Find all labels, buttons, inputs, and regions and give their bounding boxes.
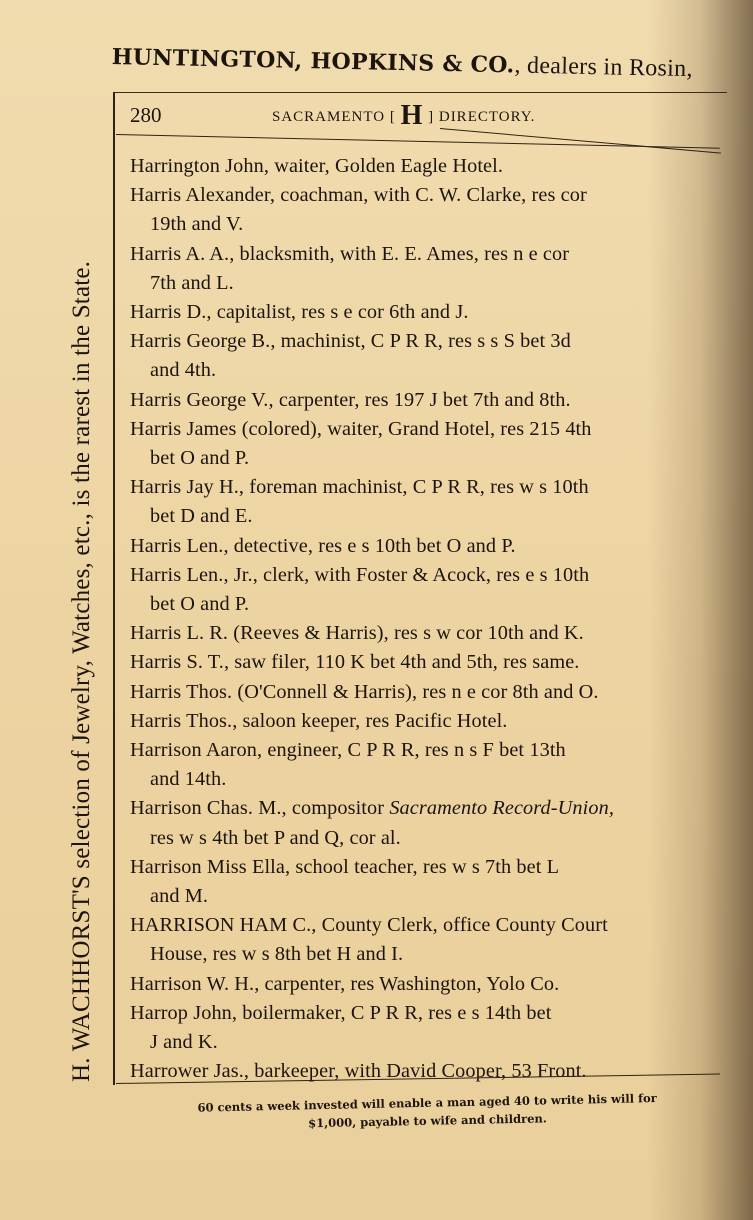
entry-line: Harrison Chas. M., compositor bbox=[130, 797, 390, 820]
entry-line: Harrison Miss Ella, school teacher, res w s 7th bet L bbox=[130, 855, 560, 878]
entry-line: Harris George B., machinist, C P R R, res s s S bet 3d bbox=[130, 330, 571, 353]
entry-continuation: 7th and L. bbox=[150, 271, 234, 294]
directory-entry bbox=[130, 794, 715, 852]
banner-firm-name: HUNTINGTON, HOPKINS & CO. bbox=[111, 44, 515, 79]
directory-entry bbox=[130, 619, 715, 648]
entry-continuation: House, res w s 8th bet H and I. bbox=[150, 943, 404, 966]
entry-continuation: and M. bbox=[150, 885, 209, 908]
entry-line: Harris L. R. (Reeves & Harris), res s w cor 10th and K. bbox=[130, 622, 584, 645]
entry-continuation: 19th and V. bbox=[150, 213, 244, 236]
entry-line: Harris Thos. (O'Connell & Harris), res n e cor 8th and O. bbox=[130, 680, 599, 703]
running-head: SACRAMENTO [ H ] DIRECTORY. bbox=[272, 100, 536, 131]
directory-entry bbox=[130, 327, 715, 385]
directory-entry bbox=[130, 648, 715, 677]
footer-line-2: $1,000, payable to wife and children. bbox=[308, 1111, 547, 1131]
directory-entry bbox=[130, 999, 715, 1057]
entry-continuation: bet D and E. bbox=[150, 505, 253, 528]
directory-entry bbox=[130, 152, 715, 181]
footer-advertisement bbox=[132, 1088, 723, 1136]
directory-entry bbox=[130, 707, 715, 736]
directory-entry bbox=[130, 911, 715, 969]
entry-continuation: bet O and P. bbox=[150, 593, 250, 616]
directory-entry bbox=[130, 970, 715, 999]
directory-entry bbox=[130, 678, 715, 707]
entry-continuation: J and K. bbox=[150, 1031, 218, 1054]
side-advertisement-banner: H. WACHHORST'S selection of Jewelry, Watches, etc., is the rarest in the State. bbox=[68, 260, 95, 1082]
entry-line: HARRISON HAM C., County Clerk, office County Court bbox=[130, 914, 608, 937]
entry-line: Harris Len., Jr., clerk, with Foster & Acock, res e s 10th bbox=[130, 563, 590, 586]
directory-entry bbox=[130, 181, 715, 239]
entry-continuation: and 4th. bbox=[150, 359, 217, 382]
entry-continuation: res w s 4th bet P and Q, cor al. bbox=[150, 826, 401, 849]
directory-entry bbox=[130, 298, 715, 327]
footer-line-1: 60 cents a week invested will enable a man aged 40 to write his will for bbox=[197, 1091, 657, 1115]
entry-line: Harris Jay H., foreman machinist, C P R R, res w s 10th bbox=[130, 476, 589, 499]
page-header bbox=[130, 100, 720, 132]
directory-entry bbox=[130, 473, 715, 531]
page-number: 280 bbox=[130, 103, 162, 127]
entry-line: Harrison W. H., carpenter, res Washington, Yolo Co. bbox=[130, 972, 560, 995]
directory-entry bbox=[130, 240, 715, 298]
directory-entry bbox=[130, 415, 715, 473]
running-head-city: SACRAMENTO bbox=[272, 109, 386, 125]
entry-line: Harris Thos., saloon keeper, res Pacific Hotel. bbox=[130, 709, 508, 732]
entry-line: Harrower Jas., barkeeper, with David Cooper, 53 Front. bbox=[130, 1060, 587, 1083]
entry-continuation: and 14th. bbox=[150, 768, 227, 791]
entry-line: Harris A. A., blacksmith, with E. E. Ames, res n e cor bbox=[130, 242, 570, 265]
running-head-directory: DIRECTORY. bbox=[438, 109, 536, 125]
directory-entries bbox=[130, 152, 715, 1087]
entry-line: Harris James (colored), waiter, Grand Hotel, res 215 4th bbox=[130, 417, 592, 440]
entry-line: Harrop John, boilermaker, C P R R, res e s 14th bet bbox=[130, 1001, 552, 1024]
directory-entry bbox=[130, 853, 715, 911]
entry-line: Harrison Aaron, engineer, C P R R, res n s F bet 13th bbox=[130, 739, 566, 762]
entry-line: Harris D., capitalist, res s e cor 6th and J. bbox=[130, 301, 469, 324]
entry-continuation: bet O and P. bbox=[150, 447, 250, 470]
directory-entry bbox=[130, 386, 715, 415]
banner-text: , dealers in Rosin, bbox=[514, 52, 694, 83]
directory-entry bbox=[130, 736, 715, 794]
directory-entry bbox=[130, 532, 715, 561]
running-head-letter: H bbox=[400, 100, 424, 131]
entry-line: Harris S. T., saw filer, 110 K bet 4th and 5th, res same. bbox=[130, 651, 580, 674]
entry-line: Harris Len., detective, res e s 10th bet O and P. bbox=[130, 534, 516, 557]
entry-line: Harrington John, waiter, Golden Eagle Hotel. bbox=[130, 155, 504, 177]
directory-entry bbox=[130, 561, 715, 619]
entry-newspaper-name: Sacramento Record-Union, bbox=[389, 797, 615, 820]
entry-line: Harris Alexander, coachman, with C. W. Clarke, res cor bbox=[130, 184, 587, 207]
entry-line: Harris George V., carpenter, res 197 J bet 7th and 8th. bbox=[130, 388, 571, 411]
